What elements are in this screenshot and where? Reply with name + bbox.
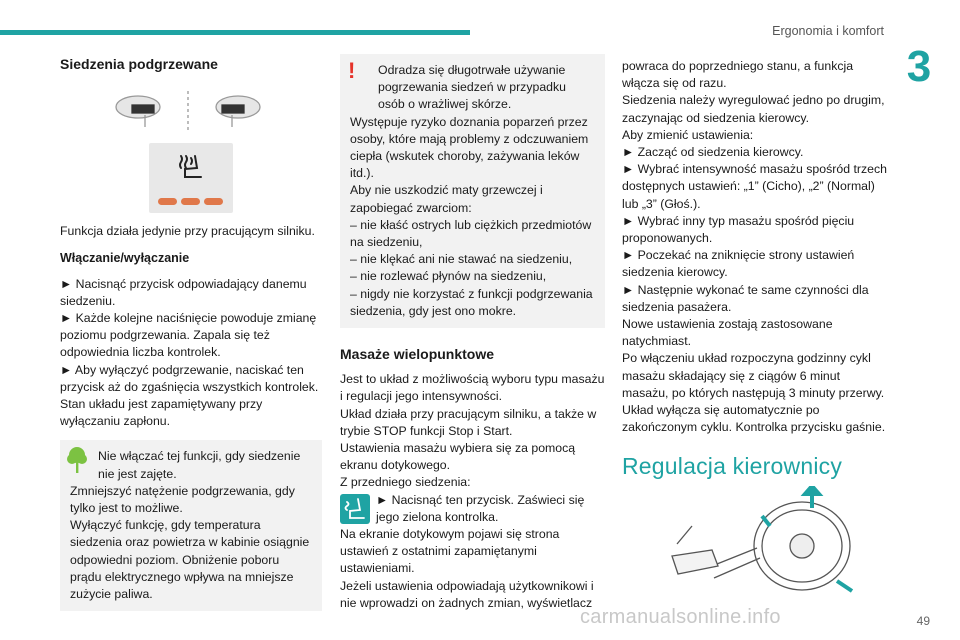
steering-wheel-dashboard-icon xyxy=(60,91,322,135)
section-title-heated-seats: Siedzenia podgrzewane xyxy=(60,56,218,72)
paragraph: Układ działa przy pracującym silniku, a także w trybie STOP funkcji Stop i Start. xyxy=(340,406,597,438)
paragraph: Z przedniego siedzenia: xyxy=(340,475,471,490)
heated-seat-button-pictogram xyxy=(149,143,233,213)
section-title-massage: Masaże wielopunktowe xyxy=(340,346,495,363)
warning-text: – nie rozlewać płynów na siedzeniu, xyxy=(350,269,547,284)
heated-seat-icon xyxy=(175,152,207,182)
paragraph: ► Nacisnąć ten przycisk. Zaświeci się jego zielona kontrolka. xyxy=(376,492,585,524)
heated-seats-intro: Funkcja działa jedynie przy pracującym silniku. xyxy=(60,224,315,239)
warning-text: Aby nie uszkodzić maty grzewczej i zapobiegać zwarciom: xyxy=(350,183,543,215)
warning-text: – nie kłaść ostrych lub ciężkich przedmiotów na siedzeniu, xyxy=(350,217,592,250)
paragraph: Układ wyłącza się automatycznie po zakończonym cyklu. Kontrolka przycisku gaśnie. xyxy=(622,403,886,435)
eco-tip-text: Zmniejszyć natężenie podgrzewania, gdy tylko jest to możliwe. xyxy=(70,483,295,516)
heating-led xyxy=(158,198,177,205)
paragraph: Siedzenia należy wyregulować jedno po drugim, zaczynając od siedzenia kierowcy. xyxy=(622,93,885,125)
paragraph: Na ekranie dotykowym pojawi się strona ustawień z ostatnimi zapamiętanymi ustawieniami. xyxy=(340,527,560,576)
paragraph: ► Następnie wykonać te same czynności dla siedzenia pasażera. xyxy=(622,282,869,314)
column-right xyxy=(622,50,887,601)
paragraph: Nowe ustawienia zostają zastosowane natychmiast. xyxy=(622,317,833,349)
warning-icon: ! xyxy=(348,58,356,83)
paragraph: Aby zmienić ustawienia: xyxy=(622,127,754,142)
paragraph: ► Aby wyłączyć podgrzewanie, naciskać ten przycisk aż do zgaśnięcia wszystkich kontrolek. xyxy=(60,362,319,394)
paragraph: ► Wybrać inny typ masażu spośród pięciu proponowanych. xyxy=(622,213,855,246)
heating-led xyxy=(204,198,223,205)
heating-level-indicators xyxy=(158,198,223,205)
eco-tip-box xyxy=(60,440,322,611)
paragraph: ► Nacisnąć przycisk odpowiadający danemu siedzeniu. xyxy=(60,276,307,308)
warning-text: Odradza się długotrwałe używanie pogrzewania siedzeń w przypadku osób o wrażliwej skórze. xyxy=(378,63,566,112)
paragraph: ► Każde kolejne naciśnięcie powoduje zmianę poziomu podgrzewania. Zapala się też odpowiednia liczba kontrolek. xyxy=(60,311,317,360)
paragraph: Jeżeli ustawienia odpowiadają użytkownikowi i nie wprowadzi on żadnych zmian, wyświetlacz xyxy=(340,578,594,610)
paragraph: powraca do poprzedniego stanu, a funkcja włącza się od razu. xyxy=(622,59,854,91)
paragraph: Jest to układ z możliwością wyboru typu masażu i regulacji jego intensywności. xyxy=(340,372,605,404)
warning-text: – nie klękać ani nie stawać na siedzeniu, xyxy=(350,252,573,267)
paragraph: Stan układu jest zapamiętywany przy wyłączaniu zapłonu. xyxy=(60,397,263,429)
eco-leaf-icon xyxy=(66,446,88,474)
section-title-steering-adjustment: Regulacja kierownicy xyxy=(622,453,843,480)
warning-text: Występuje ryzyko doznania poparzeń przez osoby, które mają problemy z odczuwaniem ciepła (wskutek choroby, zażywania leków itd.). xyxy=(350,114,589,181)
watermark: carmanualsonline.info xyxy=(580,606,781,628)
paragraph: ► Zacząć od siedzenia kierowcy. xyxy=(622,145,804,160)
eco-tip-text: Wyłączyć funkcję, gdy temperatura siedzenia oraz powietrza w kabinie osiągnie odpowiedni poziom. Obniżenie poboru prądu elektrycznego wpływa na mniejsze zużycie paliwa. xyxy=(70,518,310,602)
paragraph: Ustawienia masażu wybiera się za pomocą ekranu dotykowego. xyxy=(340,441,576,473)
chapter-number: 3 xyxy=(906,42,932,91)
column-middle xyxy=(340,50,605,612)
column-left xyxy=(60,50,322,611)
paragraph: ► Wybrać intensywność masażu spośród trzech dostępnych ustawień: „1” (Cicho), „2” (Normal) lub „3” (Głoś.). xyxy=(622,162,887,211)
paragraph: Po włączeniu układ rozpoczyna godzinny cykl masażu składający się z ciągów 6 minut masażu, po których następują 3 minuty przerwy. xyxy=(622,351,885,400)
heating-led xyxy=(181,198,200,205)
warning-box xyxy=(340,54,605,328)
warning-text: – nigdy nie korzystać z funkcji podgrzewania siedzenia, gdy jest ono mokre. xyxy=(350,286,593,318)
eco-tip-text: Nie włączać tej funkcji, gdy siedzenie nie jest zajęte. xyxy=(98,449,301,481)
page-header-title: Ergonomia i komfort xyxy=(772,24,884,38)
massage-button-instruction xyxy=(340,492,605,526)
steering-wheel-adjustment-illustration xyxy=(652,486,872,596)
subsection-title-on-off: Włączanie/wyłączanie xyxy=(60,251,190,266)
massage-seat-icon xyxy=(340,494,370,524)
header-accent-bar xyxy=(0,30,470,35)
heated-seats-pictogram xyxy=(60,91,322,135)
paragraph: ► Poczekać na zniknięcie strony ustawień siedzenia kierowcy. xyxy=(622,248,855,280)
page-number: 49 xyxy=(916,614,930,628)
